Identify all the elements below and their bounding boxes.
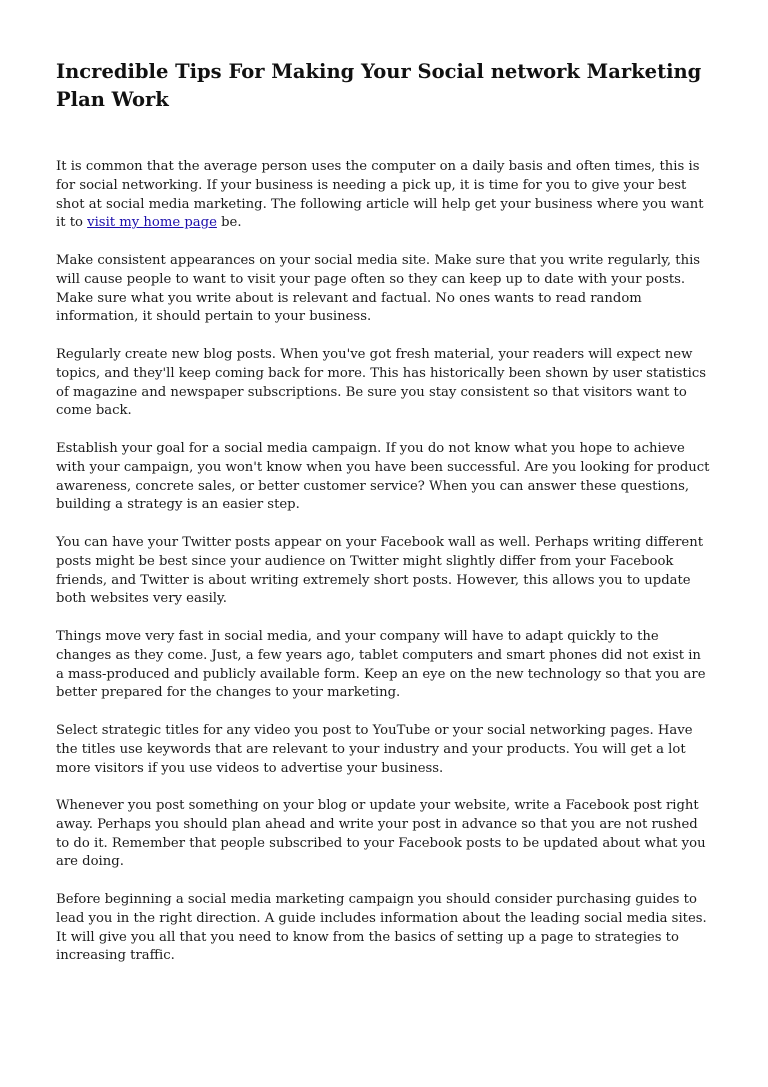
body-paragraph: Select strategic titles for any video you post to YouTube or your social networking pages. Have the titles use keywords that are relevant to your industry and your products. You will get a lot more visitors if you use videos to advertise your business. xyxy=(56,722,693,776)
body-paragraph: Whenever you post something on your blog or update your website, write a Facebook post right away. Perhaps you should plan ahead and write your post in advance so that you are not rushed to do it. Remember that people subscribed to your Facebook posts to be updated about what you are doing. xyxy=(56,798,706,870)
body-paragraph: Establish your goal for a social media campaign. If you do not know what you hope to achieve with your campaign, you won't know when you have been successful. Are you looking for product awareness, concrete sales, or better customer service? When you can answer these questions, building a strategy is an easier step. xyxy=(56,440,710,513)
intro-text-before-link: It is common that the average person uses the computer on a daily basis and often times, this is for social networking. If your business is needing a pick up, it is time for you to give your best shot at social media marketing. The following article will help get your business where you want it to xyxy=(56,159,704,231)
body-paragraph: Make consistent appearances on your social media site. Make sure that you write regularly, this will cause people to want to visit your page often so they can keep up to date with your posts. Make sure what you write about is relevant and factual. No ones wants to read random information, it should pertain to your business. xyxy=(56,252,701,325)
document-title: Incredible Tips For Making Your Social network Marketing Plan Work xyxy=(56,60,702,111)
body-paragraph: Things move very fast in social media, and your company will have to adapt quickly to the changes as they come. Just, a few years ago, tablet computers and smart phones did not exist in a mass-produced and publicly available form. Keep an eye on the new technology so that you are better prepared for the changes to your marketing. xyxy=(56,628,706,701)
intro-paragraph xyxy=(56,158,712,233)
home-page-link[interactable]: visit my home page xyxy=(87,215,217,231)
body-paragraph: You can have your Twitter posts appear on your Facebook wall as well. Perhaps writing different posts might be best since your audience on Twitter might slightly differ from your Facebook friends, and Twitter is about writing extremely short posts. However, this allows you to update both websites very easily. xyxy=(56,534,704,607)
intro-text-after-link: be. xyxy=(216,215,242,231)
body-paragraph: Before beginning a social media marketing campaign you should consider purchasing guides to lead you in the right direction. A guide includes information about the leading social media sites. It will give you all that you need to know from the basics of setting up a page to strategies to increasing traffic. xyxy=(56,892,707,964)
body-paragraph: Regularly create new blog posts. When you've got fresh material, your readers will expect new topics, and they'll keep coming back for more. This has historically been shown by user statistics of magazine and newspaper subscriptions. Be sure you stay consistent so that visitors want to come back. xyxy=(56,346,707,419)
